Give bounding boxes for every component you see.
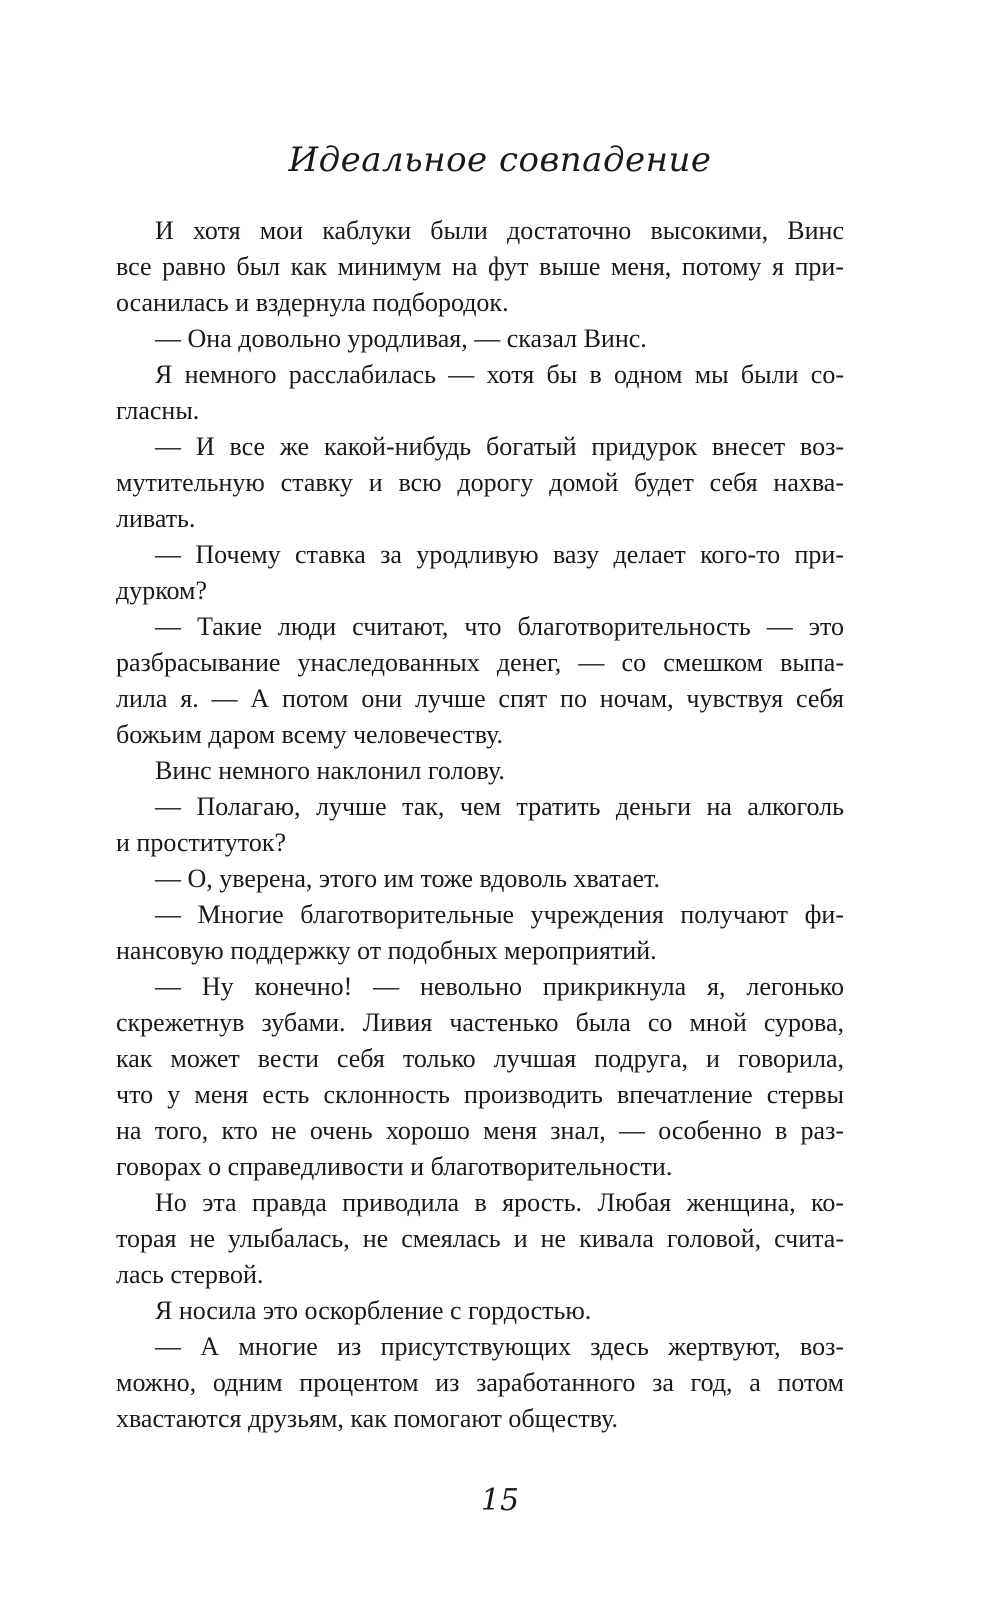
text-line: — Ну конечно! — невольно прикрикнула я, легонько [155,972,844,1001]
text-line: — Полагаю, лучше так, чем тратить деньги на алкоголь [155,792,844,821]
text-line: осанилась и вздернула подбородок. [116,288,509,317]
text-line: дурком? [116,576,208,605]
page-number: 15 [480,1483,520,1518]
text-line: хвастаются друзьям, как помогают обществу. [116,1404,618,1433]
text-line: мутительную ставку и всю дорогу домой будет себя нахва- [116,468,844,497]
text-line: И хотя мои каблуки были достаточно высокими, Винс [155,216,844,245]
text-line: нансовую поддержку от подобных мероприятий. [116,936,657,965]
text-line: можно, одним процентом из заработанного за год, а потом [116,1368,844,1397]
text-line: лась стервой. [116,1260,264,1289]
text-line: — А многие из присутствующих здесь жертвуют, воз- [155,1332,844,1361]
text-line: — Такие люди считают, что благотворительность — это [155,612,844,641]
text-line: — Многие благотворительные учреждения получают фи- [155,900,844,929]
text-line: и проституток? [116,828,287,857]
text-line: — И все же какой-нибудь богатый придурок внесет воз- [155,432,844,461]
text-line: Я носила это оскорбление с гордостью. [155,1296,592,1325]
body-text [116,213,844,1437]
text-line: — Она довольно уродливая, — сказал Винс. [155,324,647,353]
text-line: лила я. — А потом они лучше спят по ночам, чувствуя себя [116,684,844,713]
text-line: разбрасывание унаследованных денег, — со смешком выпа- [116,648,844,677]
text-line: как может вести себя только лучшая подруга, и говорила, [116,1044,844,1073]
running-title: Идеальное совпадение [288,140,712,180]
text-line: — Почему ставка за уродливую вазу делает кого-то при- [155,540,844,569]
text-line: торая не улыбалась, не смеялась и не кивала головой, счита- [116,1224,844,1253]
text-line: все равно был как минимум на фут выше меня, потому я при- [116,252,844,281]
text-line: гласны. [116,396,200,425]
text-line: что у меня есть склонность производить впечатление стервы [116,1080,844,1109]
text-line: божьим даром всему человечеству. [116,720,504,749]
text-line: Я немного расслабилась — хотя бы в одном мы были со- [155,360,844,389]
text-line: говорах о справедливости и благотворительности. [116,1152,673,1181]
text-line: Винс немного наклонил голову. [155,756,505,785]
text-line: — О, уверена, этого им тоже вдоволь хватает. [155,864,660,893]
text-line: скрежетнув зубами. Ливия частенько была со мной сурова, [116,1008,844,1037]
text-line: Но эта правда приводила в ярость. Любая женщина, ко- [155,1188,844,1217]
text-line: на того, кто не очень хорошо меня знал, — особенно в раз- [116,1116,844,1145]
text-line: ливать. [116,504,196,533]
